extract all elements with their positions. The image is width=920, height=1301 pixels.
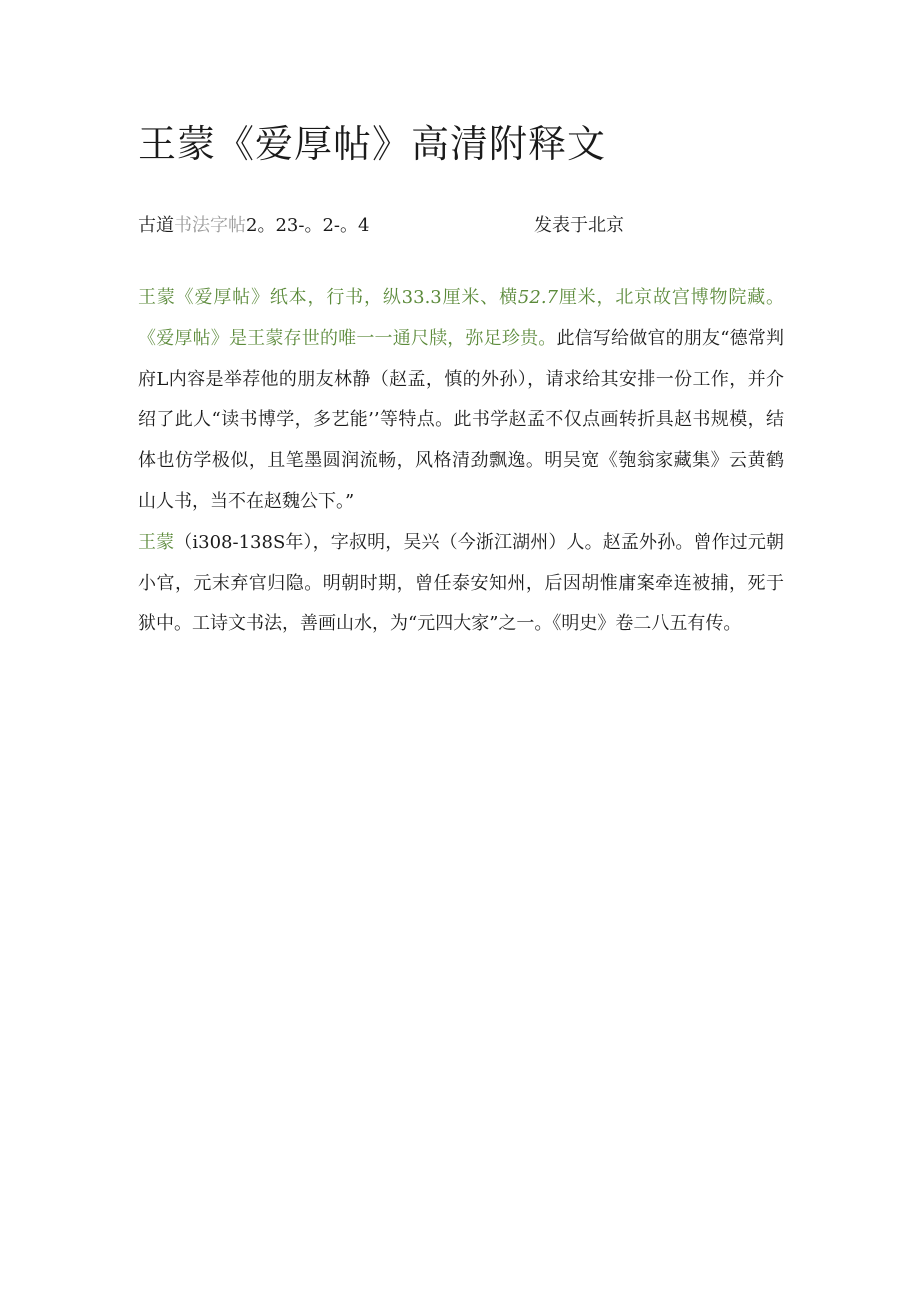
paragraph-2-name-link[interactable]: 王蒙: [138, 531, 175, 553]
paragraph-1: [138, 278, 784, 523]
paragraph-1-green-a: 王蒙《爱厚帖》纸本，行书，纵33.3厘米、横: [138, 287, 518, 308]
publish-location: 发表于北京: [534, 215, 624, 236]
meta-prefix: 古道: [138, 215, 174, 236]
article-meta: [138, 208, 784, 244]
page-title: 王蒙《爱厚帖》高清附释文: [138, 122, 607, 166]
publish-date: 2。23-。2-。4: [246, 215, 370, 236]
paragraph-1-text: 此信写给做官的朋友“德常判府L内容是举荐他的朋友林静（赵孟，慎的外孙），请求给其安排一份工作，并介绍了此人“读书博学，多艺能’’等特点。此书学赵孟不仅点画转折具赵书规模，结体也仿学极似，且笔墨圆润流畅，风格清劲飘逸。明吴宽《匏翁家藏集》云黄鹤山人书，当不在赵魏公下。”: [138, 327, 785, 512]
paragraph-2: [138, 523, 784, 645]
site-link[interactable]: 书法字帖: [174, 215, 246, 236]
paragraph-1-green-b: 厘米，北京故宫博物院藏。《爱厚帖》是王蒙存世的唯一一通尺牍，弥足珍贵。: [138, 287, 785, 349]
paragraph-1-green-italic: 52.7: [517, 287, 558, 308]
paragraph-2-text: （i308-138S年），字叔明，吴兴（今浙江湖州）人。赵孟外孙。曾作过元朝小官，元末弃官归隐。明朝时期，曾任泰安知州，后因胡惟庸案牵连被捕，死于狱中。工诗文书法，善画山水，为“元四大家”之一。《明史》卷二八五有传。: [138, 531, 784, 635]
article-body: [138, 278, 784, 645]
